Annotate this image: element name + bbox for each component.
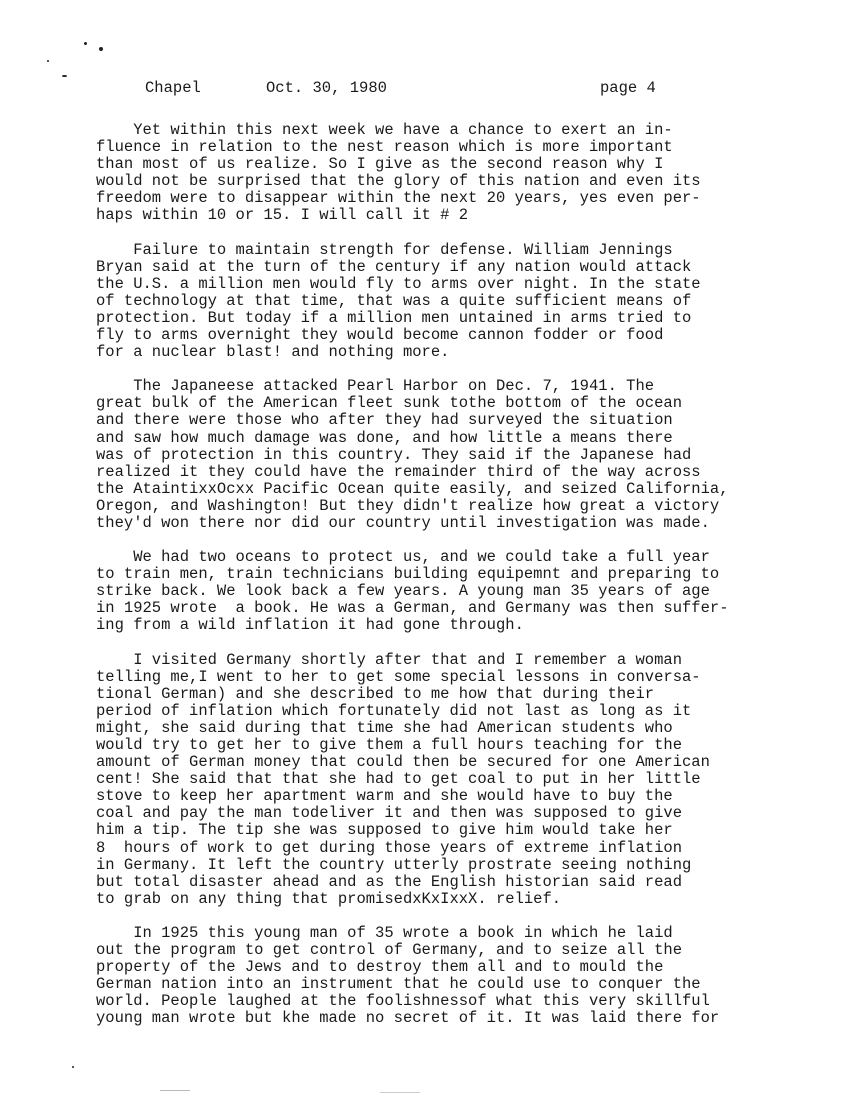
text-line: might, she said during that time she had American students who bbox=[96, 718, 673, 737]
text-line: would not be surprised that the glory of this nation and even its bbox=[96, 172, 701, 191]
ink-speck bbox=[160, 1090, 190, 1091]
text-line: to train men, train technicians building equipemnt and preparing to bbox=[96, 565, 720, 584]
text-line: ing from a wild inflation it had gone through. bbox=[96, 616, 524, 635]
ink-speck bbox=[47, 60, 49, 62]
text-line: was of protection in this country. They said if the Japanese had bbox=[96, 445, 692, 464]
text-line: Bryan said at the turn of the century if any nation would attack bbox=[96, 257, 692, 276]
text-line: coal and pay the man todeliver it and then was supposed to give bbox=[96, 804, 682, 823]
text-line: great bulk of the American fleet sunk tothe bottom of the ocean bbox=[96, 394, 682, 413]
text-line: of technology at that time, that was a quite sufficient means of bbox=[96, 291, 692, 310]
ink-speck bbox=[84, 42, 87, 45]
text-line: strike back. We look back a few years. A young man 35 years of age bbox=[96, 582, 710, 601]
text-line: German nation into an instrument that he could use to conquer the bbox=[96, 975, 701, 994]
text-line: in 1925 wrote a book. He was a German, and Germany was then suffer- bbox=[96, 599, 729, 618]
text-line: Yet within this next week we have a chance to exert an in- bbox=[96, 121, 673, 139]
text-line: cent! She said that that she had to get coal to put in her little bbox=[96, 770, 701, 789]
ink-speck bbox=[72, 1066, 74, 1068]
text-line: I visited Germany shortly after that and I remember a woman bbox=[96, 650, 682, 669]
text-line: telling me,I went to her to get some special lessons in conversa- bbox=[96, 667, 701, 686]
text-line: for a nuclear blast! and nothing more. bbox=[96, 343, 450, 362]
text-line: The Japaneese attacked Pearl Harbor on Dec. 7, 1941. The bbox=[96, 377, 655, 396]
text-line: than most of us realize. So I give as the second reason why I bbox=[96, 155, 664, 174]
paragraph-1925-book bbox=[96, 925, 796, 1028]
text-line: period of inflation which fortunately did not last as long as it bbox=[96, 701, 692, 720]
text-line: but total disaster ahead and as the English historian said read bbox=[96, 872, 682, 891]
text-line: fly to arms overnight they would become cannon fodder or food bbox=[96, 326, 664, 345]
header-page-number: page 4 bbox=[600, 79, 656, 97]
text-line: 8 hours of work to get during those years of extreme inflation bbox=[96, 838, 682, 857]
text-line: out the program to get control of Germany, and to seize all the bbox=[96, 941, 682, 960]
text-line: to grab on any thing that promisedxKxIxxX. relief. bbox=[96, 889, 562, 908]
text-line: would try to get her to give them a full hours teaching for the bbox=[96, 736, 682, 754]
text-line: world. People laughed at the foolishnessof what this very skillful bbox=[96, 992, 710, 1011]
text-line: freedom were to disappear within the next 20 years, yes even per- bbox=[96, 189, 701, 208]
page-header bbox=[145, 78, 685, 98]
ink-speck bbox=[62, 75, 67, 77]
text-line: property of the Jews and to destroy them all and to mould the bbox=[96, 958, 664, 977]
text-line: the U.S. a million men would fly to arms over night. In the state bbox=[96, 274, 701, 293]
document-body bbox=[96, 122, 796, 1045]
text-line: In 1925 this young man of 35 wrote a book in which he laid bbox=[96, 923, 673, 942]
text-line: protection. But today if a million men untained in arms tried to bbox=[96, 308, 692, 327]
header-date: Oct. 30, 1980 bbox=[266, 79, 387, 97]
text-line: and saw how much damage was done, and how little a means there bbox=[96, 428, 673, 447]
text-line: the AtaintixxOcxx Pacific Ocean quite easily, and seized California, bbox=[96, 479, 729, 498]
paragraph-pearl-harbor bbox=[96, 378, 796, 532]
text-line: Failure to maintain strength for defense. William Jennings bbox=[96, 240, 673, 259]
text-line: realized it they could have the remainder third of the way across bbox=[96, 462, 701, 481]
ink-speck bbox=[99, 47, 103, 51]
header-title: Chapel bbox=[145, 79, 201, 97]
text-line: him a tip. The tip she was supposed to give him would take her bbox=[96, 821, 673, 840]
paragraph-defense bbox=[96, 242, 796, 362]
text-line: fluence in relation to the nest reason which is more important bbox=[96, 138, 673, 157]
text-line: they'd won there nor did our country until investigation was made. bbox=[96, 513, 710, 532]
paragraph-reason-two bbox=[96, 122, 796, 225]
text-line: in Germany. It left the country utterly prostrate seeing nothing bbox=[96, 855, 692, 874]
text-line: young man wrote but khe made no secret of it. It was laid there for bbox=[96, 1009, 720, 1028]
text-line: and there were those who after they had surveyed the situation bbox=[96, 411, 673, 430]
text-line: stove to keep her apartment warm and she would have to buy the bbox=[96, 787, 673, 806]
text-line: We had two oceans to protect us, and we could take a full year bbox=[96, 548, 710, 567]
text-line: haps within 10 or 15. I will call it # 2 bbox=[96, 206, 469, 225]
paragraph-germany-visit bbox=[96, 652, 796, 908]
ink-speck bbox=[380, 1092, 420, 1093]
text-line: amount of German money that could then be secured for one American bbox=[96, 753, 710, 772]
paragraph-two-oceans bbox=[96, 549, 796, 634]
text-line: tional German) and she described to me how that during their bbox=[96, 684, 655, 703]
text-line: Oregon, and Washington! But they didn't realize how great a victory bbox=[96, 496, 720, 515]
